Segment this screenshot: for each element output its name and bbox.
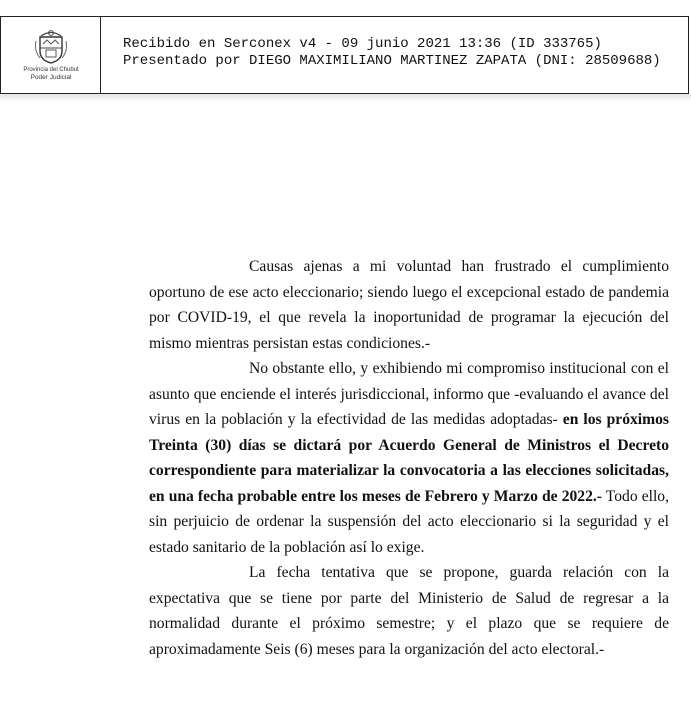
logo-caption-judicial: Poder Judicial (30, 74, 72, 81)
logo-caption-province: Provincia del Chubut (23, 67, 79, 73)
paragraph-fecha-tentativa: La fecha tentativa que se propone, guarda relación con la expectativa que se tiene por parte del Ministerio de Salud de regresar a la normalidad durante el próximo semestre; y el plazo que se requiere de aproximadamente Seis (6) meses para la organización del acto electoral.- (149, 564, 669, 658)
paragraph-no-obstante (149, 356, 669, 560)
filing-stamp (123, 36, 661, 70)
stamp-received-line: Recibido en Serconex v4 - 09 junio 2021 13:36 (ID 333765) (123, 36, 602, 52)
logo-cell (1, 17, 101, 93)
stamp-presented-line: Presentado por DIEGO MAXIMILIANO MARTINEZ ZAPATA (DNI: 28509688) (123, 53, 661, 69)
document-body (149, 254, 669, 662)
paragraph-closing-text: Todo ello, sin perjuicio de ordenar la suspensión del acto eleccionario si la seguridad y el estado sanitario de la población así lo exige. (149, 487, 670, 556)
paragraph-causas: Causas ajenas a mi voluntad han frustrado el cumplimiento oportuno de ese acto eleccionario; siendo luego el excepcional estado de pandemia por COVID-19, el que revela la inoportunidad de programar la ejecución del mismo mientras persistan estas condiciones.- (149, 258, 669, 352)
paragraph-intro-text: No obstante ello, y exhibiendo mi compromiso institucional con el asunto que enciende el interés jurisdiccional, informo que -evaluando el avance del virus en la población y la efectividad de las medidas adoptadas- (149, 360, 669, 428)
provincia-coat-of-arms-icon (33, 27, 69, 65)
document-header (0, 16, 689, 94)
header-divider (0, 94, 691, 102)
paragraph-bold-announcement: en los próximos Treinta (30) días se dictará por Acuerdo General de Ministros el Decreto correspondiente para materializar la convocatoria a las elecciones solicitadas, en una fecha probable entre los meses de Febrero y Marzo de 2022.- (149, 411, 669, 505)
